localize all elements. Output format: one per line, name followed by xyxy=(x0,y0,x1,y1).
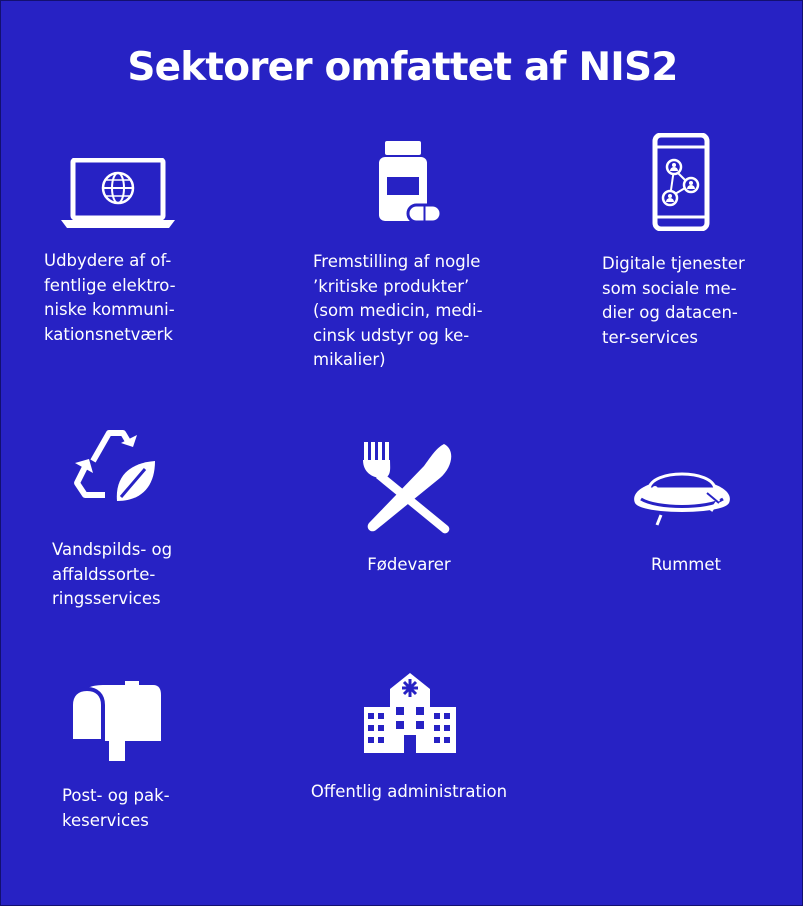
sector-label-space: Rummet xyxy=(651,555,721,574)
sector-label-communications: Udbydere af of- fentlige elektro- niske kommuni- kationsnetværk xyxy=(44,251,176,344)
ufo-icon xyxy=(627,459,737,531)
sector-label-food: Fødevarer xyxy=(367,555,451,574)
page-title: Sektorer omfattet af NIS2 xyxy=(127,45,678,90)
sector-label-waste: Vandspilds- og affaldssorte- ringsservices xyxy=(52,540,173,608)
sector-label-public-administration: Offentlig administration xyxy=(310,782,508,801)
laptop-globe-icon xyxy=(59,158,177,230)
mailbox-icon xyxy=(69,681,161,761)
hospital-building-icon xyxy=(362,669,458,753)
fork-knife-icon xyxy=(360,442,456,534)
sector-label-critical-products: Fremstilling af nogle ’kritiske produkter’ (som medicin, medi- cinsk udstyr og ke- mikalier) xyxy=(313,252,483,369)
smartphone-network-icon xyxy=(652,133,710,231)
medicine-bottle-icon xyxy=(375,139,443,229)
sector-label-digital-services: Digitale tjenester som sociale me- dier og datacen- ter-services xyxy=(602,254,745,347)
sector-label-postal: Post- og pak- keservices xyxy=(62,786,170,830)
recycle-leaf-icon xyxy=(71,417,159,505)
